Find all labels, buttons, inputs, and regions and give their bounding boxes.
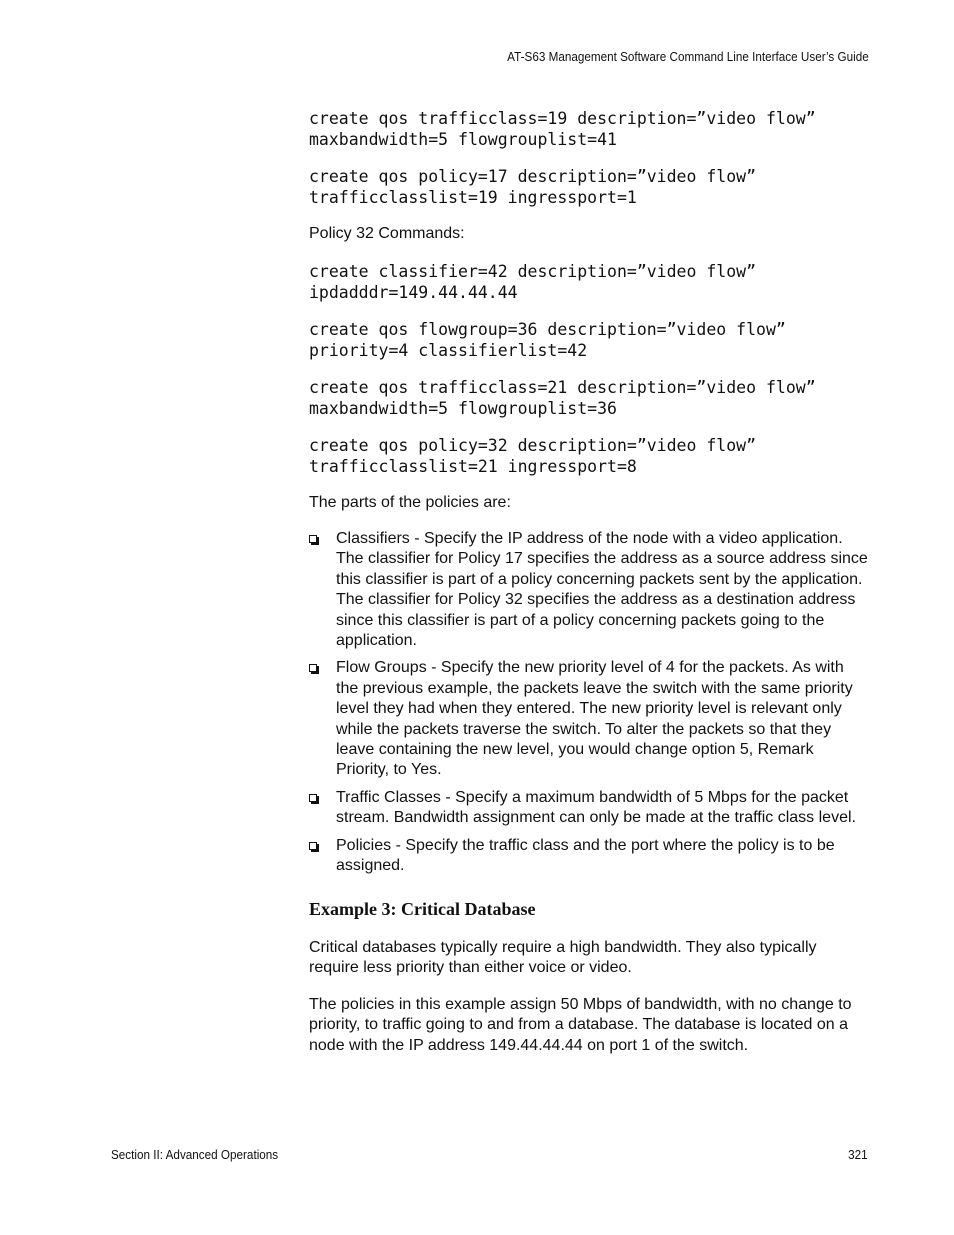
section-paragraph-2: The policies in this example assign 50 Mbps of bandwidth, with no change to priority, to traffic going to and from a database. The database is located on a node with the IP address 149.44.44.44 on port 1 of the switch.: [309, 995, 852, 1054]
code-block-trafficclass-21: create qos trafficclass=21 description=”video flow” maxbandwidth=5 flowgrouplist=36: [309, 377, 816, 418]
footer-section-label: Section II: Advanced Operations: [111, 1147, 279, 1162]
page-number: 321: [848, 1147, 868, 1162]
list-item-text: Flow Groups - Specify the new priority level of 4 for the packets. As with the previous example, the packets leave the switch with the same priority level they had when they entered. The new priority level is relevant only while the packets traverse the switch. To alter the packets so that they leave containing the new level, you would change option 5, Remark Priority, to Yes.: [336, 659, 853, 779]
code-block-trafficclass-19: create qos trafficclass=19 description=”video flow” maxbandwidth=5 flowgrouplist=41: [309, 109, 816, 149]
checkbox-bullet-icon: [309, 535, 317, 543]
running-header: AT-S63 Management Software Command Line Interface User’s Guide: [507, 49, 869, 64]
list-item: [309, 788, 869, 829]
parts-intro: The parts of the policies are:: [309, 493, 511, 511]
list-item-text: Traffic Classes - Specify a maximum bandwidth of 5 Mbps for the packet stream. Bandwidth assignment can only be made at the traffic class level.: [336, 788, 856, 827]
code-block-flowgroup-36: create qos flowgroup=36 description=”video flow” priority=4 classifierlist=42: [309, 319, 786, 360]
code-block-classifier-42: create classifier=42 description=”video flow” ipdadddr=149.44.44.44: [309, 261, 757, 302]
list-item-text: Policies - Specify the traffic class and the port where the policy is to be assigned.: [336, 836, 835, 875]
checkbox-bullet-icon: [309, 664, 317, 672]
checkbox-bullet-icon: [309, 842, 317, 850]
code-block-policy-32: create qos policy=32 description=”video flow” trafficclasslist=21 ingressport=8: [309, 435, 757, 476]
section-paragraph-1: Critical databases typically require a high bandwidth. They also typically require less priority than either voice or video.: [309, 938, 817, 976]
list-item: [309, 658, 869, 780]
list-item: [309, 836, 869, 877]
policy-parts-list: [309, 529, 869, 877]
page-content: [309, 108, 869, 1072]
code-block-policy-17: create qos policy=17 description=”video flow” trafficclasslist=19 ingressport=1: [309, 167, 757, 207]
list-item: [309, 529, 869, 651]
policy32-label: Policy 32 Commands:: [309, 225, 465, 242]
list-item-text: Classifiers - Specify the IP address of the node with a video application. The classifier for Policy 17 specifies the address as a source address since this classifier is part of a policy concerning packets sent by the application. The classifier for Policy 32 specifies the address as a destination address since this classifier is part of a policy concerning packets going to the application.: [336, 530, 868, 650]
section-heading: Example 3: Critical Database: [309, 898, 536, 919]
checkbox-bullet-icon: [309, 794, 317, 802]
